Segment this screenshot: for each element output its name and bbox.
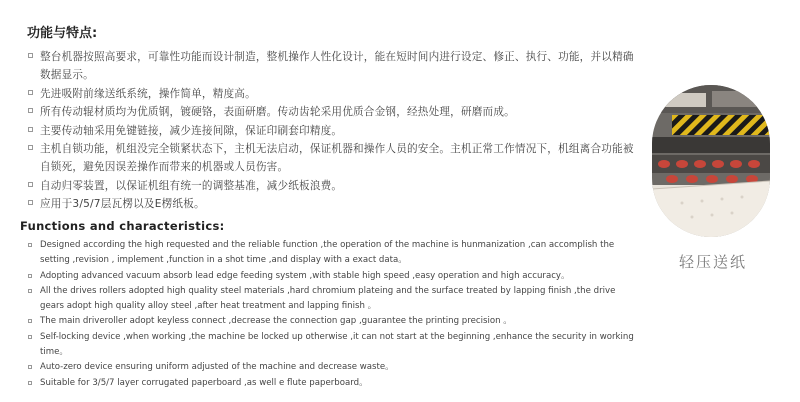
cn-feature-text: 主要传动轴采用免键链接，减少连接间隙，保证印刷套印精度。: [40, 124, 343, 137]
cn-feature-list: [28, 48, 638, 214]
photo-caption: 轻压送纸: [678, 253, 747, 271]
cn-feature-text: 应用于3/5/7层瓦楞以及E楞纸板。: [40, 198, 205, 211]
bullet-icon: [28, 335, 32, 339]
en-feature-item: [28, 238, 640, 269]
cn-feature-item: [28, 85, 638, 103]
cn-feature-text: 主机自锁功能，机组没完全锁紧状态下，主机无法启动，保证机器和操作人员的安全。主机正常工作情况下，机组离合功能被自锁死，避免因误差操作而带来的机器或人员伤害。: [40, 143, 634, 174]
cn-feature-item: [28, 48, 638, 85]
bullet-icon: [28, 289, 32, 293]
cn-feature-item: [28, 140, 638, 177]
en-feature-item: [28, 314, 640, 329]
feeder-machine-photo: [652, 85, 770, 237]
bullet-icon: [28, 274, 32, 278]
en-feature-text: Self-locking device ,when working ,the machine be locked up otherwise ,it can not start at the beginning ,enhance the security in working time。: [40, 331, 634, 358]
en-feature-item: [28, 269, 640, 284]
en-feature-text: Designed according the high requested and the reliable function ,the operation of the machine is hunmanization ,can accomplish the setting ,revision , implement ,function in a shot time ,and display with a exact data。: [40, 240, 615, 266]
cn-feature-text: 整台机器按照高要求，可靠性功能而设计制造，整机操作人性化设计，能在短时间内进行设定、修正、执行、功能，并以精确数据显示。: [40, 51, 634, 82]
en-heading: Functions and characteristics:: [20, 219, 225, 233]
cn-feature-text: 所有传动辊材质均为优质钢，镀硬铬，表面研磨。传动齿轮采用优质合金钢，经热处理，研磨而成。: [40, 106, 515, 119]
en-feature-item: [28, 284, 640, 315]
bullet-icon: [28, 127, 33, 132]
bullet-icon: [28, 200, 33, 205]
en-feature-text: Auto-zero device ensuring uniform adjusted of the machine and decrease waste。: [40, 362, 394, 373]
en-feature-text: All the drives rollers adopted high quality steel materials ,hard chromium plateing and the surface treated by lapping finish ,the drive gears adopt high quality alloy steel ,after heat treatment and lapping finish 。: [40, 285, 616, 312]
en-feature-item: [28, 376, 640, 391]
bullet-icon: [28, 243, 32, 247]
en-feature-text: The main driveroller adopt keyless connect ,decrease the connection gap ,guarantee the printing precision 。: [40, 316, 512, 327]
en-feature-text: Suitable for 3/5/7 layer corrugated paperboard ,as well e flute paperboard。: [40, 377, 368, 388]
cn-feature-text: 先进吸附前缘送纸系统，操作简单，精度高。: [40, 87, 256, 100]
cn-feature-item: [28, 103, 638, 121]
bullet-icon: [28, 319, 32, 323]
bullet-icon: [28, 108, 33, 113]
cn-feature-text: 自动归零装置，以保证机组有统一的调整基准，减少纸板浪费。: [40, 179, 343, 192]
cn-feature-item: [28, 177, 638, 195]
bullet-icon: [28, 365, 32, 369]
en-feature-item: [28, 330, 640, 361]
cn-feature-item: [28, 195, 638, 213]
cn-feature-item: [28, 122, 638, 140]
en-feature-list: [28, 238, 640, 391]
bullet-icon: [28, 182, 33, 187]
en-feature-text: Adopting advanced vacuum absorb lead edge feeding system ,with stable high speed ,easy operation and high accuracy。: [40, 270, 570, 281]
cn-heading: 功能与特点:: [27, 26, 98, 41]
bullet-icon: [28, 381, 32, 385]
bullet-icon: [28, 53, 33, 58]
feeder-machine-icon: [652, 85, 770, 237]
bullet-icon: [28, 90, 33, 95]
en-feature-item: [28, 360, 640, 375]
bullet-icon: [28, 145, 33, 150]
